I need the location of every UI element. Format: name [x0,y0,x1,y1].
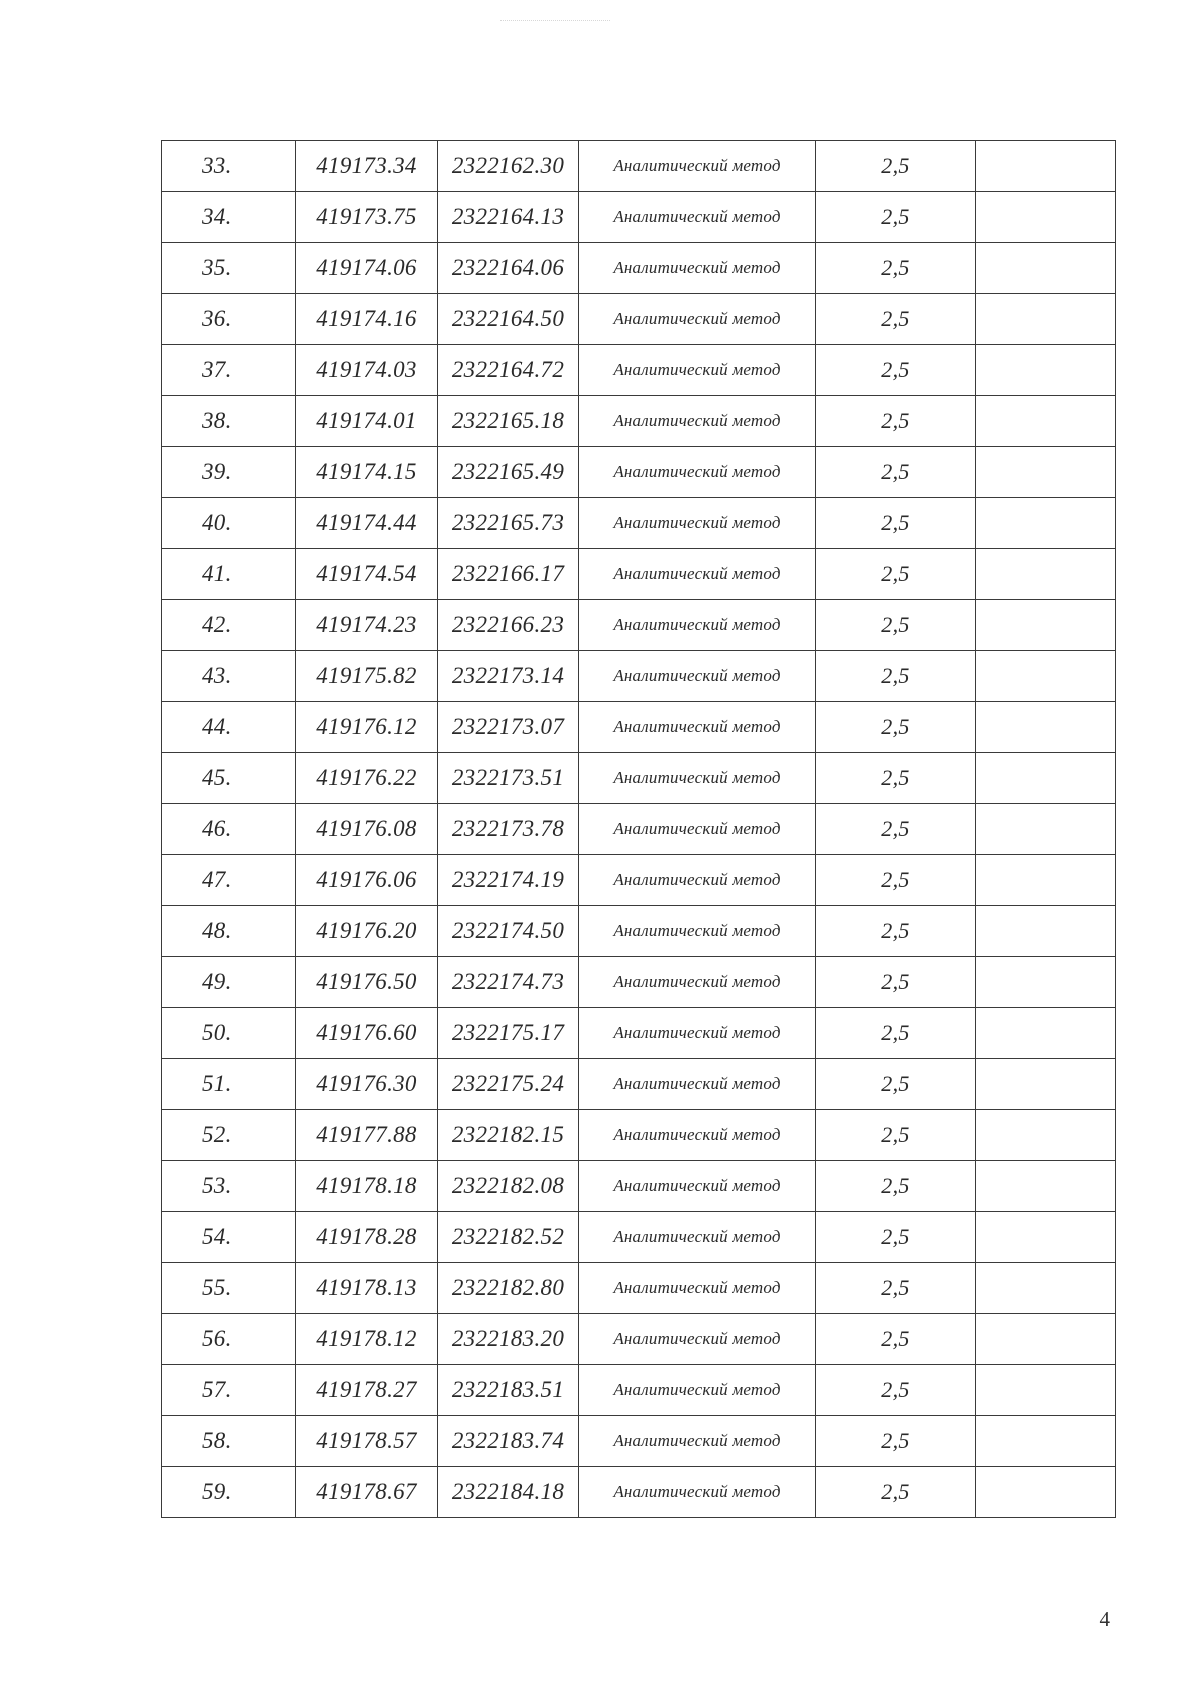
table-row [162,906,1116,957]
method-cell: Аналитический метод [579,141,816,192]
x-coordinate-cell: 419174.23 [296,600,438,651]
accuracy-cell: 2,5 [816,243,976,294]
accuracy-cell: 2,5 [816,600,976,651]
accuracy-cell: 2,5 [816,957,976,1008]
accuracy-cell: 2,5 [816,906,976,957]
y-coordinate-cell: 2322173.07 [438,702,579,753]
note-cell [976,345,1116,396]
accuracy-cell: 2,5 [816,1314,976,1365]
x-coordinate-cell: 419176.22 [296,753,438,804]
note-cell [976,1008,1116,1059]
y-coordinate-cell: 2322173.51 [438,753,579,804]
point-number-cell: 38. [162,396,296,447]
table-row [162,1416,1116,1467]
table-row [162,1212,1116,1263]
table-row [162,192,1116,243]
table-row [162,1263,1116,1314]
accuracy-cell: 2,5 [816,1263,976,1314]
accuracy-cell: 2,5 [816,1365,976,1416]
accuracy-cell: 2,5 [816,855,976,906]
y-coordinate-cell: 2322164.50 [438,294,579,345]
x-coordinate-cell: 419174.06 [296,243,438,294]
accuracy-cell: 2,5 [816,1161,976,1212]
method-cell: Аналитический метод [579,906,816,957]
method-cell: Аналитический метод [579,192,816,243]
note-cell [976,600,1116,651]
y-coordinate-cell: 2322182.52 [438,1212,579,1263]
y-coordinate-cell: 2322162.30 [438,141,579,192]
note-cell [976,294,1116,345]
method-cell: Аналитический метод [579,651,816,702]
x-coordinate-cell: 419174.15 [296,447,438,498]
y-coordinate-cell: 2322183.20 [438,1314,579,1365]
accuracy-cell: 2,5 [816,549,976,600]
point-number-cell: 41. [162,549,296,600]
y-coordinate-cell: 2322164.72 [438,345,579,396]
point-number-cell: 51. [162,1059,296,1110]
method-cell: Аналитический метод [579,1059,816,1110]
table-row [162,498,1116,549]
table-row [162,957,1116,1008]
y-coordinate-cell: 2322166.17 [438,549,579,600]
note-cell [976,957,1116,1008]
x-coordinate-cell: 419178.28 [296,1212,438,1263]
method-cell: Аналитический метод [579,498,816,549]
table-row [162,549,1116,600]
method-cell: Аналитический метод [579,345,816,396]
method-cell: Аналитический метод [579,396,816,447]
y-coordinate-cell: 2322165.18 [438,396,579,447]
method-cell: Аналитический метод [579,1110,816,1161]
note-cell [976,1161,1116,1212]
table-row [162,651,1116,702]
x-coordinate-cell: 419176.08 [296,804,438,855]
point-number-cell: 59. [162,1467,296,1518]
point-number-cell: 48. [162,906,296,957]
point-number-cell: 35. [162,243,296,294]
y-coordinate-cell: 2322183.51 [438,1365,579,1416]
y-coordinate-cell: 2322182.80 [438,1263,579,1314]
method-cell: Аналитический метод [579,294,816,345]
note-cell [976,651,1116,702]
x-coordinate-cell: 419178.67 [296,1467,438,1518]
point-number-cell: 43. [162,651,296,702]
note-cell [976,1110,1116,1161]
accuracy-cell: 2,5 [816,1059,976,1110]
x-coordinate-cell: 419174.16 [296,294,438,345]
x-coordinate-cell: 419178.27 [296,1365,438,1416]
point-number-cell: 46. [162,804,296,855]
note-cell [976,141,1116,192]
method-cell: Аналитический метод [579,855,816,906]
accuracy-cell: 2,5 [816,345,976,396]
method-cell: Аналитический метод [579,1365,816,1416]
accuracy-cell: 2,5 [816,1212,976,1263]
accuracy-cell: 2,5 [816,192,976,243]
y-coordinate-cell: 2322173.14 [438,651,579,702]
accuracy-cell: 2,5 [816,1416,976,1467]
y-coordinate-cell: 2322164.13 [438,192,579,243]
note-cell [976,702,1116,753]
y-coordinate-cell: 2322184.18 [438,1467,579,1518]
x-coordinate-cell: 419175.82 [296,651,438,702]
method-cell: Аналитический метод [579,1467,816,1518]
x-coordinate-cell: 419176.60 [296,1008,438,1059]
table-row [162,1008,1116,1059]
note-cell [976,396,1116,447]
x-coordinate-cell: 419173.34 [296,141,438,192]
x-coordinate-cell: 419176.30 [296,1059,438,1110]
point-number-cell: 57. [162,1365,296,1416]
x-coordinate-cell: 419174.01 [296,396,438,447]
table-row [162,243,1116,294]
x-coordinate-cell: 419177.88 [296,1110,438,1161]
x-coordinate-cell: 419178.12 [296,1314,438,1365]
scan-mark [500,20,610,23]
point-number-cell: 55. [162,1263,296,1314]
y-coordinate-cell: 2322165.73 [438,498,579,549]
method-cell: Аналитический метод [579,1416,816,1467]
table-row [162,1110,1116,1161]
point-number-cell: 56. [162,1314,296,1365]
note-cell [976,1416,1116,1467]
y-coordinate-cell: 2322174.73 [438,957,579,1008]
point-number-cell: 52. [162,1110,296,1161]
accuracy-cell: 2,5 [816,804,976,855]
x-coordinate-cell: 419173.75 [296,192,438,243]
y-coordinate-cell: 2322164.06 [438,243,579,294]
note-cell [976,243,1116,294]
y-coordinate-cell: 2322183.74 [438,1416,579,1467]
table-row [162,600,1116,651]
table-row [162,141,1116,192]
y-coordinate-cell: 2322175.17 [438,1008,579,1059]
method-cell: Аналитический метод [579,1212,816,1263]
note-cell [976,1263,1116,1314]
note-cell [976,1314,1116,1365]
x-coordinate-cell: 419178.57 [296,1416,438,1467]
y-coordinate-cell: 2322175.24 [438,1059,579,1110]
note-cell [976,447,1116,498]
x-coordinate-cell: 419178.18 [296,1161,438,1212]
point-number-cell: 33. [162,141,296,192]
point-number-cell: 54. [162,1212,296,1263]
table-row [162,702,1116,753]
coordinates-table [161,140,1116,1518]
accuracy-cell: 2,5 [816,753,976,804]
x-coordinate-cell: 419176.12 [296,702,438,753]
y-coordinate-cell: 2322173.78 [438,804,579,855]
method-cell: Аналитический метод [579,957,816,1008]
note-cell [976,549,1116,600]
y-coordinate-cell: 2322174.50 [438,906,579,957]
point-number-cell: 36. [162,294,296,345]
method-cell: Аналитический метод [579,549,816,600]
point-number-cell: 34. [162,192,296,243]
accuracy-cell: 2,5 [816,447,976,498]
table-row [162,294,1116,345]
point-number-cell: 44. [162,702,296,753]
accuracy-cell: 2,5 [816,1110,976,1161]
point-number-cell: 40. [162,498,296,549]
note-cell [976,498,1116,549]
accuracy-cell: 2,5 [816,1467,976,1518]
y-coordinate-cell: 2322182.15 [438,1110,579,1161]
method-cell: Аналитический метод [579,1161,816,1212]
y-coordinate-cell: 2322166.23 [438,600,579,651]
y-coordinate-cell: 2322174.19 [438,855,579,906]
note-cell [976,1059,1116,1110]
accuracy-cell: 2,5 [816,294,976,345]
x-coordinate-cell: 419174.54 [296,549,438,600]
accuracy-cell: 2,5 [816,141,976,192]
method-cell: Аналитический метод [579,1314,816,1365]
table-row [162,804,1116,855]
method-cell: Аналитический метод [579,804,816,855]
x-coordinate-cell: 419176.20 [296,906,438,957]
note-cell [976,906,1116,957]
table-row [162,1314,1116,1365]
note-cell [976,1212,1116,1263]
note-cell [976,192,1116,243]
point-number-cell: 45. [162,753,296,804]
table-row [162,1365,1116,1416]
table-row [162,396,1116,447]
table-row [162,1059,1116,1110]
y-coordinate-cell: 2322165.49 [438,447,579,498]
point-number-cell: 49. [162,957,296,1008]
accuracy-cell: 2,5 [816,702,976,753]
x-coordinate-cell: 419178.13 [296,1263,438,1314]
method-cell: Аналитический метод [579,243,816,294]
point-number-cell: 42. [162,600,296,651]
x-coordinate-cell: 419174.44 [296,498,438,549]
method-cell: Аналитический метод [579,753,816,804]
accuracy-cell: 2,5 [816,651,976,702]
accuracy-cell: 2,5 [816,498,976,549]
table-row [162,447,1116,498]
x-coordinate-cell: 419176.06 [296,855,438,906]
accuracy-cell: 2,5 [816,396,976,447]
method-cell: Аналитический метод [579,1008,816,1059]
point-number-cell: 50. [162,1008,296,1059]
note-cell [976,1365,1116,1416]
point-number-cell: 39. [162,447,296,498]
table-row [162,1161,1116,1212]
point-number-cell: 47. [162,855,296,906]
table-row [162,855,1116,906]
method-cell: Аналитический метод [579,447,816,498]
point-number-cell: 37. [162,345,296,396]
x-coordinate-cell: 419176.50 [296,957,438,1008]
x-coordinate-cell: 419174.03 [296,345,438,396]
point-number-cell: 58. [162,1416,296,1467]
table-row [162,345,1116,396]
method-cell: Аналитический метод [579,600,816,651]
y-coordinate-cell: 2322182.08 [438,1161,579,1212]
point-number-cell: 53. [162,1161,296,1212]
note-cell [976,753,1116,804]
accuracy-cell: 2,5 [816,1008,976,1059]
table-row [162,1467,1116,1518]
coordinates-table-body [162,141,1116,1518]
table-row [162,753,1116,804]
note-cell [976,1467,1116,1518]
page-number: 4 [1099,1607,1110,1631]
note-cell [976,804,1116,855]
method-cell: Аналитический метод [579,702,816,753]
note-cell [976,855,1116,906]
method-cell: Аналитический метод [579,1263,816,1314]
